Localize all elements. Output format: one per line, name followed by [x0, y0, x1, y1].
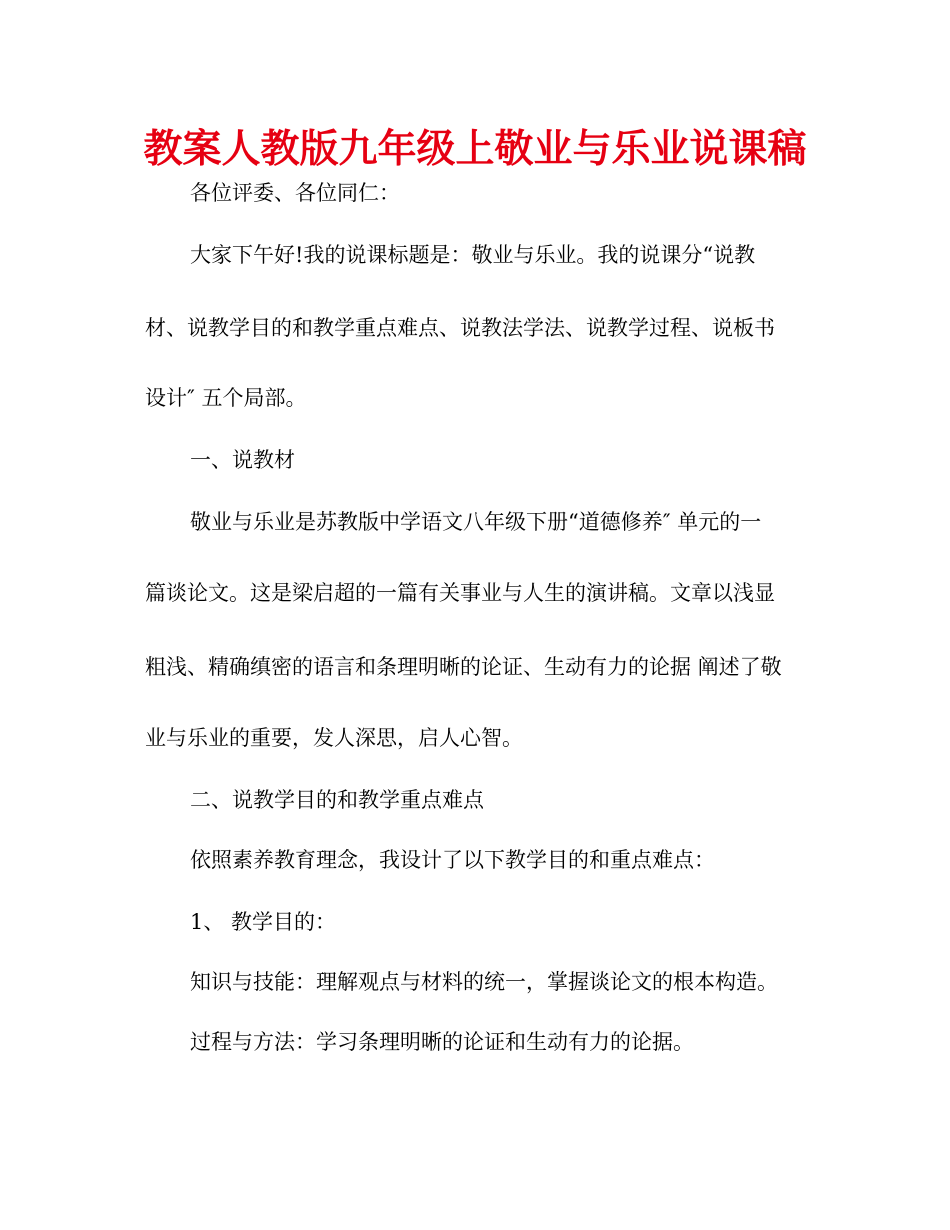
subsection-heading: 1、 教学目的：: [190, 910, 337, 934]
paragraph-line: 依照素养教育理念，我设计了以下教学目的和重点难点：: [190, 848, 715, 872]
document-title: 教案人教版九年级上敬业与乐业说课稿: [143, 127, 807, 172]
section-heading: 一、说教材: [190, 448, 295, 472]
paragraph-line: 知识与技能：理解观点与材料的统一，掌握谈论文的根本构造。: [190, 970, 778, 994]
section-heading: 二、说教学目的和教学重点难点: [190, 788, 484, 812]
paragraph-line: 业与乐业的重要，发人深思，启人心智。: [145, 726, 523, 750]
paragraph-line: 过程与方法：学习条理明晰的论证和生动有力的论据。: [190, 1030, 694, 1054]
paragraph-line: 大家下午好!我的说课标题是：敬业与乐业。我的说课分“说教: [190, 243, 756, 267]
salutation-line: 各位评委、各位同仁：: [190, 181, 400, 205]
paragraph-line: 材、说教学目的和教学重点难点、说教法学法、说教学过程、说板书: [145, 316, 775, 340]
paragraph-line: 敬业与乐业是苏教版中学语文八年级下册“道德修养″ 单元的一: [190, 510, 762, 534]
paragraph-line: 粗浅、精确缜密的语言和条理明晰的论证、生动有力的论据 阐述了敬: [145, 655, 782, 679]
paragraph-line: 篇谈论文。这是梁启超的一篇有关事业与人生的演讲稿。文章以浅显: [145, 581, 775, 605]
paragraph-line: 设计″ 五个局部。: [145, 386, 307, 410]
